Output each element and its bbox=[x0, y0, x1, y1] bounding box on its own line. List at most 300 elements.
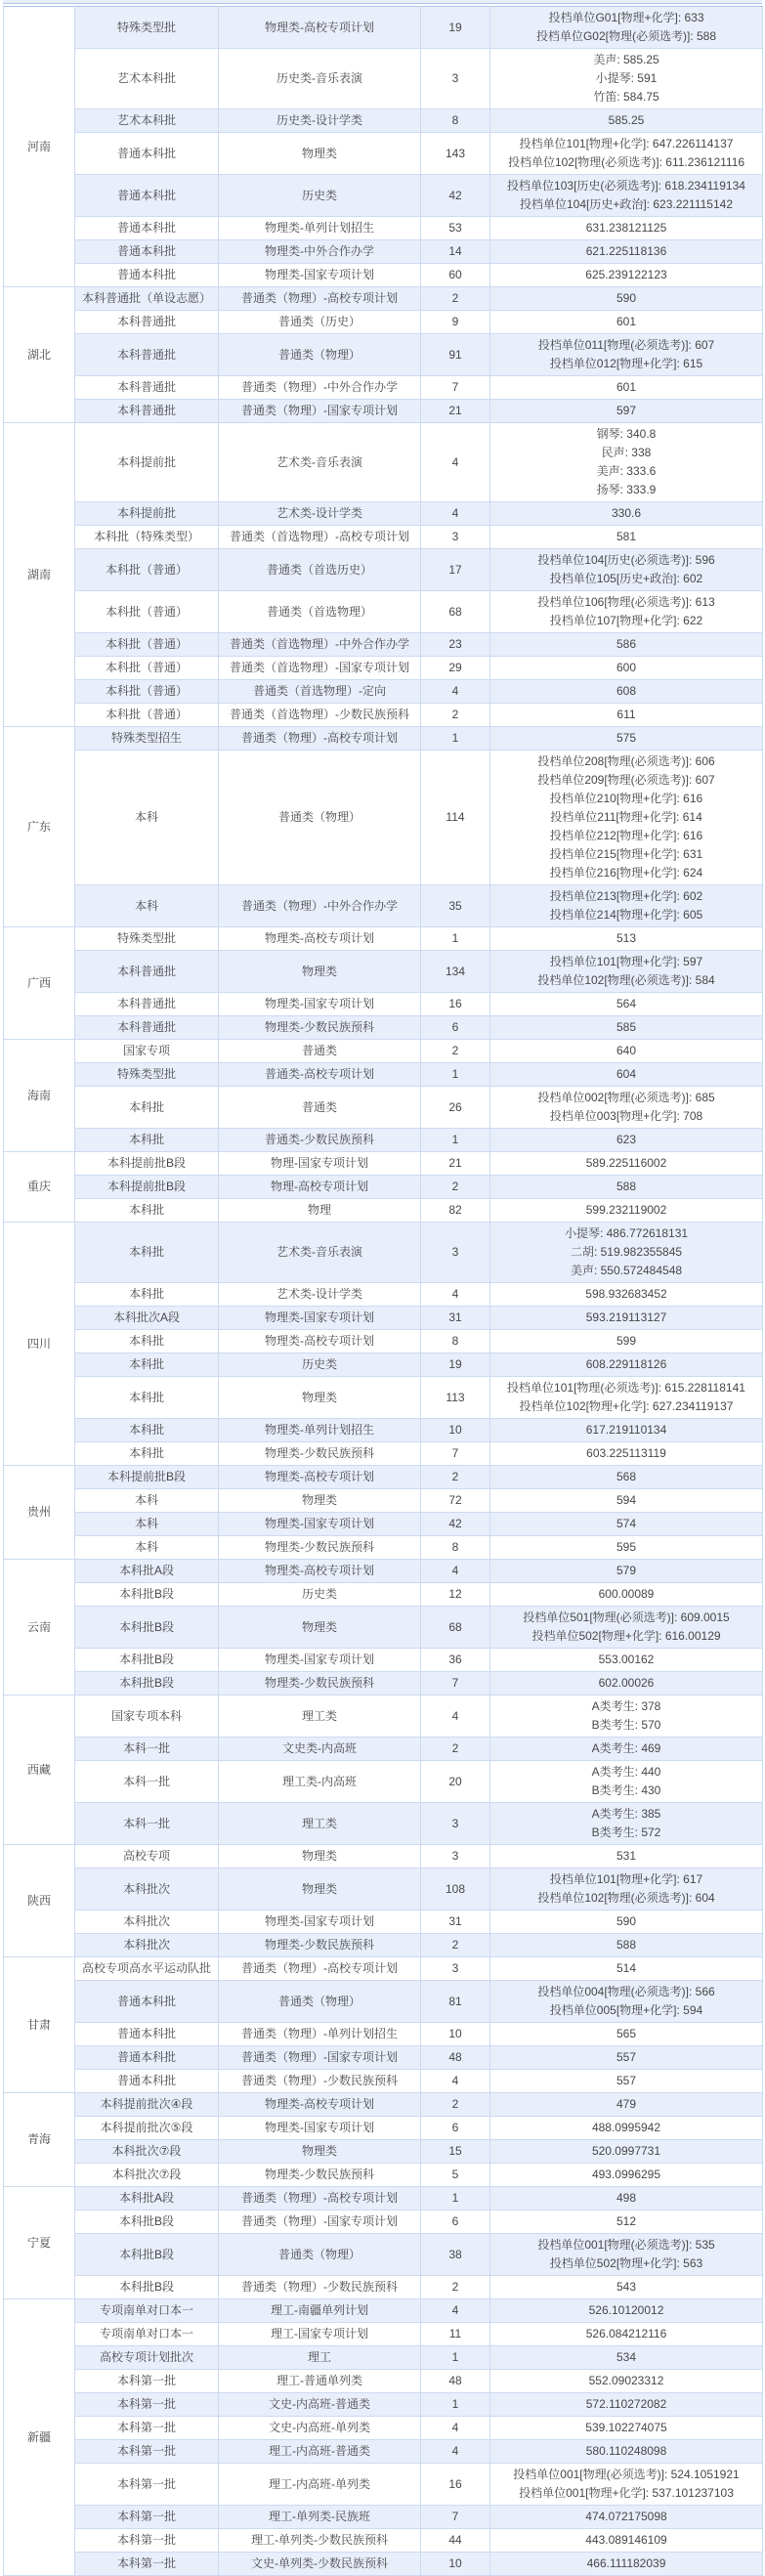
category-cell: 历史类 bbox=[219, 1353, 421, 1377]
table-row bbox=[4, 1738, 763, 1761]
category-cell: 物理类 bbox=[219, 1489, 421, 1513]
batch-cell: 特殊类型批 bbox=[75, 927, 219, 951]
table-row bbox=[4, 1307, 763, 1330]
count-cell: 114 bbox=[421, 751, 490, 885]
count-cell: 81 bbox=[421, 1981, 490, 2023]
category-cell: 物理类 bbox=[219, 133, 421, 175]
score-line: 539.102274075 bbox=[585, 2421, 667, 2434]
batch-cell: 本科批次 bbox=[75, 1911, 219, 1934]
score-cell bbox=[490, 1223, 763, 1283]
category-cell: 理工 bbox=[219, 2346, 421, 2370]
table-row bbox=[4, 2393, 763, 2417]
score-line: 593.219113127 bbox=[585, 1310, 667, 1324]
batch-cell: 本科第一批 bbox=[75, 2417, 219, 2440]
score-cell bbox=[490, 1377, 763, 1419]
table-row bbox=[4, 1152, 763, 1176]
score-cell bbox=[490, 1761, 763, 1803]
category-cell: 物理类-少数民族预科 bbox=[219, 2164, 421, 2187]
score-line: 投档单位107[物理+化学]: 622 bbox=[549, 614, 703, 627]
province-cell: 甘肃 bbox=[4, 1957, 75, 2093]
batch-cell: 本科提前批 bbox=[75, 502, 219, 526]
table-row bbox=[4, 526, 763, 549]
table-row bbox=[4, 2276, 763, 2299]
score-line: 586 bbox=[616, 637, 637, 651]
batch-cell: 本科批（普通） bbox=[75, 680, 219, 704]
count-cell: 7 bbox=[421, 376, 490, 400]
score-line: A类考生: 378 bbox=[591, 1699, 661, 1713]
score-cell bbox=[490, 1560, 763, 1583]
count-cell: 2 bbox=[421, 1466, 490, 1489]
table-row bbox=[4, 2164, 763, 2187]
score-cell bbox=[490, 993, 763, 1016]
score-line: 投档单位004[物理(必须选考)]: 566 bbox=[537, 1985, 715, 1998]
category-cell: 普通类（物理）-中外合作办学 bbox=[219, 376, 421, 400]
score-line: 投档单位105[历史+政治]: 602 bbox=[549, 572, 703, 585]
table-row bbox=[4, 1176, 763, 1199]
score-line: 526.084212116 bbox=[585, 2327, 667, 2340]
category-cell: 理工-内高班-单列类 bbox=[219, 2464, 421, 2506]
count-cell: 26 bbox=[421, 1087, 490, 1129]
table-row bbox=[4, 2046, 763, 2070]
count-cell: 3 bbox=[421, 1223, 490, 1283]
table-row bbox=[4, 1868, 763, 1911]
table-row bbox=[4, 2070, 763, 2093]
category-cell: 理工-内高班-普通类 bbox=[219, 2440, 421, 2464]
score-line: 竹笛: 584.75 bbox=[593, 90, 659, 104]
table-row bbox=[4, 2140, 763, 2164]
score-line: 479 bbox=[616, 2097, 637, 2111]
batch-cell: 本科批次 bbox=[75, 1934, 219, 1957]
table-row bbox=[4, 109, 763, 133]
table-row bbox=[4, 1513, 763, 1536]
score-line: 526.10120012 bbox=[588, 2303, 664, 2317]
batch-cell: 本科批（普通） bbox=[75, 549, 219, 591]
table-row bbox=[4, 1957, 763, 1981]
count-cell: 3 bbox=[421, 1845, 490, 1868]
table-row bbox=[4, 2023, 763, 2046]
score-cell bbox=[490, 1466, 763, 1489]
table-row bbox=[4, 2370, 763, 2393]
score-line: 投档单位208[物理(必须选考)]: 606 bbox=[537, 754, 715, 768]
score-line: A类考生: 469 bbox=[591, 1741, 661, 1755]
category-cell: 物理类-国家专项计划 bbox=[219, 1649, 421, 1672]
count-cell: 35 bbox=[421, 885, 490, 927]
score-cell bbox=[490, 1583, 763, 1607]
score-cell bbox=[490, 591, 763, 633]
category-cell: 物理类-少数民族预科 bbox=[219, 1672, 421, 1696]
score-line: 602.00026 bbox=[598, 1676, 655, 1690]
category-cell: 普通类 bbox=[219, 1040, 421, 1063]
batch-cell: 本科提前批B段 bbox=[75, 1152, 219, 1176]
batch-cell: 本科批B段 bbox=[75, 1607, 219, 1649]
count-cell: 7 bbox=[421, 1442, 490, 1466]
count-cell: 4 bbox=[421, 423, 490, 502]
score-line: 599.232119002 bbox=[585, 1203, 667, 1217]
score-cell bbox=[490, 1040, 763, 1063]
category-cell: 普通类 bbox=[219, 1087, 421, 1129]
category-cell: 艺术类-设计学类 bbox=[219, 1283, 421, 1307]
category-cell: 普通类（物理）-高校专项计划 bbox=[219, 2187, 421, 2211]
batch-cell: 本科第一批 bbox=[75, 2393, 219, 2417]
category-cell: 物理类-高校专项计划 bbox=[219, 1560, 421, 1583]
score-cell bbox=[490, 311, 763, 334]
batch-cell: 专项南单对口本一 bbox=[75, 2299, 219, 2323]
score-cell bbox=[490, 1672, 763, 1696]
score-line: 投档单位012[物理+化学]: 615 bbox=[549, 357, 703, 370]
category-cell: 艺术类-设计学类 bbox=[219, 502, 421, 526]
province-cell: 广西 bbox=[4, 927, 75, 1040]
count-cell: 8 bbox=[421, 109, 490, 133]
category-cell: 物理类-少数民族预科 bbox=[219, 1442, 421, 1466]
category-cell: 普通类（物理）-中外合作办学 bbox=[219, 885, 421, 927]
table-row bbox=[4, 1649, 763, 1672]
table-row bbox=[4, 951, 763, 993]
batch-cell: 高校专项 bbox=[75, 1845, 219, 1868]
score-cell bbox=[490, 2323, 763, 2346]
batch-cell: 本科批（普通） bbox=[75, 633, 219, 657]
score-line: 498 bbox=[616, 2191, 637, 2205]
batch-cell: 普通本科批 bbox=[75, 175, 219, 217]
category-cell: 物理类-高校专项计划 bbox=[219, 1466, 421, 1489]
score-line: 588 bbox=[616, 1180, 637, 1193]
count-cell: 72 bbox=[421, 1489, 490, 1513]
score-line: 594 bbox=[616, 1493, 637, 1507]
score-cell bbox=[490, 7, 763, 49]
category-cell: 普通类（物理）-高校专项计划 bbox=[219, 1957, 421, 1981]
score-line: 投档单位213[物理+化学]: 602 bbox=[549, 889, 703, 903]
table-row bbox=[4, 1016, 763, 1040]
score-line: 585 bbox=[616, 1020, 637, 1034]
score-cell bbox=[490, 1087, 763, 1129]
score-line: 投档单位211[物理+化学]: 614 bbox=[550, 810, 702, 824]
count-cell: 15 bbox=[421, 2140, 490, 2164]
table-row bbox=[4, 1845, 763, 1868]
score-line: 330.6 bbox=[611, 506, 642, 520]
table-row bbox=[4, 1199, 763, 1223]
table-row bbox=[4, 502, 763, 526]
count-cell: 10 bbox=[421, 2553, 490, 2576]
score-line: 466.111182039 bbox=[586, 2556, 666, 2570]
category-cell: 普通类（物理）-单列计划招生 bbox=[219, 2023, 421, 2046]
count-cell: 3 bbox=[421, 1957, 490, 1981]
score-cell bbox=[490, 240, 763, 264]
table-row bbox=[4, 1489, 763, 1513]
table-row bbox=[4, 1283, 763, 1307]
batch-cell: 本科批（普通） bbox=[75, 591, 219, 633]
batch-cell: 普通本科批 bbox=[75, 1981, 219, 2023]
batch-cell: 本科普通批 bbox=[75, 334, 219, 376]
score-cell bbox=[490, 1981, 763, 2023]
batch-cell: 国家专项 bbox=[75, 1040, 219, 1063]
score-line: 投档单位001[物理(必须选考)]: 535 bbox=[537, 2238, 715, 2252]
batch-cell: 艺术本科批 bbox=[75, 109, 219, 133]
table-row bbox=[4, 2187, 763, 2211]
province-cell: 湖南 bbox=[4, 423, 75, 727]
count-cell: 10 bbox=[421, 1419, 490, 1442]
score-line: 443.089146109 bbox=[585, 2533, 667, 2547]
table-row bbox=[4, 1466, 763, 1489]
batch-cell: 本科第一批 bbox=[75, 2464, 219, 2506]
score-line: 623 bbox=[616, 1133, 637, 1146]
score-cell bbox=[490, 1513, 763, 1536]
score-line: 投档单位G02[物理(必须选考)]: 588 bbox=[535, 29, 717, 43]
score-line: 488.0995942 bbox=[591, 2121, 661, 2134]
score-cell bbox=[490, 727, 763, 751]
score-cell bbox=[490, 2346, 763, 2370]
province-cell: 重庆 bbox=[4, 1152, 75, 1223]
batch-cell: 本科第一批 bbox=[75, 2553, 219, 2576]
table-row bbox=[4, 1419, 763, 1442]
batch-cell: 本科提前批B段 bbox=[75, 1176, 219, 1199]
province-cell: 宁夏 bbox=[4, 2187, 75, 2299]
category-cell: 理工类-内高班 bbox=[219, 1761, 421, 1803]
table-row bbox=[4, 927, 763, 951]
score-cell bbox=[490, 1536, 763, 1560]
count-cell: 9 bbox=[421, 311, 490, 334]
score-line: B类考生: 570 bbox=[591, 1718, 661, 1732]
province-cell: 新疆 bbox=[4, 2299, 75, 2576]
table-row bbox=[4, 133, 763, 175]
score-line: 625.239122123 bbox=[585, 268, 667, 281]
count-cell: 38 bbox=[421, 2234, 490, 2276]
batch-cell: 普通本科批 bbox=[75, 2023, 219, 2046]
category-cell: 物理类-少数民族预科 bbox=[219, 1934, 421, 1957]
category-cell: 文史类-内高班 bbox=[219, 1738, 421, 1761]
category-cell: 物理类-高校专项计划 bbox=[219, 927, 421, 951]
count-cell: 5 bbox=[421, 2164, 490, 2187]
category-cell: 理工类 bbox=[219, 1696, 421, 1738]
score-cell bbox=[490, 376, 763, 400]
table-row bbox=[4, 1040, 763, 1063]
count-cell: 2 bbox=[421, 1176, 490, 1199]
score-line: 604 bbox=[616, 1067, 637, 1081]
score-cell bbox=[490, 526, 763, 549]
batch-cell: 本科批 bbox=[75, 1330, 219, 1353]
batch-cell: 本科批（特殊类型） bbox=[75, 526, 219, 549]
count-cell: 113 bbox=[421, 1377, 490, 1419]
category-cell: 普通类（物理） bbox=[219, 334, 421, 376]
category-cell: 物理类-中外合作办学 bbox=[219, 240, 421, 264]
batch-cell: 本科批次⑦段 bbox=[75, 2164, 219, 2187]
category-cell: 物理类-国家专项计划 bbox=[219, 264, 421, 287]
batch-cell: 普通本科批 bbox=[75, 2046, 219, 2070]
score-line: 投档单位001[物理+化学]: 537.101237103 bbox=[519, 2486, 734, 2500]
batch-cell: 本科批次 bbox=[75, 1868, 219, 1911]
score-line: 608.229118126 bbox=[585, 1357, 667, 1371]
category-cell: 普通类（首选历史） bbox=[219, 549, 421, 591]
score-cell bbox=[490, 2464, 763, 2506]
score-line: 590 bbox=[616, 1914, 637, 1928]
batch-cell: 本科批A段 bbox=[75, 2187, 219, 2211]
batch-cell: 本科 bbox=[75, 1489, 219, 1513]
category-cell: 普通类-少数民族预科 bbox=[219, 1129, 421, 1152]
count-cell: 2 bbox=[421, 1934, 490, 1957]
table-row bbox=[4, 2464, 763, 2506]
count-cell: 1 bbox=[421, 727, 490, 751]
batch-cell: 本科批（普通） bbox=[75, 657, 219, 680]
province-cell: 海南 bbox=[4, 1040, 75, 1152]
count-cell: 4 bbox=[421, 1696, 490, 1738]
batch-cell: 本科批B段 bbox=[75, 1583, 219, 1607]
score-line: 投档单位104[历史(必须选考)]: 596 bbox=[537, 553, 715, 567]
category-cell: 普通类（首选物理）-中外合作办学 bbox=[219, 633, 421, 657]
category-cell: 理工-单列类-民族班 bbox=[219, 2506, 421, 2529]
score-cell bbox=[490, 1419, 763, 1442]
count-cell: 20 bbox=[421, 1761, 490, 1803]
table-row bbox=[4, 287, 763, 311]
table-wrapper bbox=[0, 4, 765, 2576]
count-cell: 2 bbox=[421, 287, 490, 311]
batch-cell: 本科批A段 bbox=[75, 1560, 219, 1583]
score-line: 美声: 550.572484548 bbox=[570, 1264, 683, 1277]
count-cell: 91 bbox=[421, 334, 490, 376]
count-cell: 17 bbox=[421, 549, 490, 591]
batch-cell: 本科一批 bbox=[75, 1761, 219, 1803]
table-row bbox=[4, 2440, 763, 2464]
score-line: 投档单位102[物理(必须选考)]: 611.236121116 bbox=[507, 155, 745, 169]
score-line: 598.932683452 bbox=[585, 1287, 667, 1301]
score-line: 601 bbox=[616, 315, 637, 328]
count-cell: 1 bbox=[421, 1129, 490, 1152]
batch-cell: 本科一批 bbox=[75, 1738, 219, 1761]
category-cell: 物理类-国家专项计划 bbox=[219, 1513, 421, 1536]
score-cell bbox=[490, 885, 763, 927]
batch-cell: 本科批 bbox=[75, 1419, 219, 1442]
count-cell: 19 bbox=[421, 7, 490, 49]
score-cell bbox=[490, 1649, 763, 1672]
score-line: 520.0997731 bbox=[591, 2144, 661, 2158]
batch-cell: 本科 bbox=[75, 1536, 219, 1560]
score-line: 493.0996295 bbox=[591, 2168, 661, 2181]
score-cell bbox=[490, 264, 763, 287]
score-line: B类考生: 572 bbox=[591, 1825, 661, 1839]
count-cell: 10 bbox=[421, 2023, 490, 2046]
score-line: A类考生: 440 bbox=[591, 1765, 661, 1779]
province-cell: 青海 bbox=[4, 2093, 75, 2187]
batch-cell: 本科普通批 bbox=[75, 376, 219, 400]
score-cell bbox=[490, 1934, 763, 1957]
category-cell: 普通类（物理）-少数民族预科 bbox=[219, 2276, 421, 2299]
category-cell: 普通类（首选物理）-少数民族预科 bbox=[219, 704, 421, 727]
score-line: 631.238121125 bbox=[585, 221, 667, 235]
score-cell bbox=[490, 704, 763, 727]
score-line: 611 bbox=[616, 708, 636, 721]
table-row bbox=[4, 2529, 763, 2553]
category-cell: 物理类 bbox=[219, 2140, 421, 2164]
count-cell: 31 bbox=[421, 1307, 490, 1330]
score-line: 投档单位210[物理+化学]: 616 bbox=[549, 792, 703, 805]
category-cell: 物理类 bbox=[219, 1607, 421, 1649]
count-cell: 1 bbox=[421, 2346, 490, 2370]
batch-cell: 本科第一批 bbox=[75, 2440, 219, 2464]
score-line: 621.225118136 bbox=[585, 244, 667, 258]
score-cell bbox=[490, 2393, 763, 2417]
province-cell: 西藏 bbox=[4, 1696, 75, 1845]
score-cell bbox=[490, 217, 763, 240]
count-cell: 4 bbox=[421, 502, 490, 526]
province-cell: 云南 bbox=[4, 1560, 75, 1696]
batch-cell: 本科 bbox=[75, 885, 219, 927]
count-cell: 4 bbox=[421, 2440, 490, 2464]
category-cell: 文史-内高班-普通类 bbox=[219, 2393, 421, 2417]
score-line: 美声: 333.6 bbox=[596, 464, 657, 478]
batch-cell: 本科批B段 bbox=[75, 1672, 219, 1696]
score-line: 557 bbox=[616, 2050, 637, 2064]
score-line: 600 bbox=[616, 661, 637, 674]
score-cell bbox=[490, 1129, 763, 1152]
table-row bbox=[4, 1330, 763, 1353]
category-cell: 物理类-少数民族预科 bbox=[219, 1016, 421, 1040]
score-cell bbox=[490, 2417, 763, 2440]
score-cell bbox=[490, 1489, 763, 1513]
score-cell bbox=[490, 1016, 763, 1040]
count-cell: 2 bbox=[421, 2093, 490, 2117]
score-line: 568 bbox=[616, 1470, 637, 1483]
score-cell bbox=[490, 1176, 763, 1199]
count-cell: 2 bbox=[421, 704, 490, 727]
score-cell bbox=[490, 633, 763, 657]
count-cell: 134 bbox=[421, 951, 490, 993]
batch-cell: 本科普通批（单设志愿） bbox=[75, 287, 219, 311]
score-line: 513 bbox=[616, 931, 637, 945]
score-cell bbox=[490, 133, 763, 175]
count-cell: 4 bbox=[421, 680, 490, 704]
table-row bbox=[4, 591, 763, 633]
table-row bbox=[4, 1223, 763, 1283]
score-cell bbox=[490, 1063, 763, 1087]
table-row bbox=[4, 1934, 763, 1957]
score-cell bbox=[490, 109, 763, 133]
category-cell: 物理类-高校专项计划 bbox=[219, 7, 421, 49]
table-row bbox=[4, 1129, 763, 1152]
score-line: 580.110248098 bbox=[585, 2444, 667, 2458]
score-line: 扬琴: 333.9 bbox=[596, 483, 657, 496]
category-cell: 理工-普通单列类 bbox=[219, 2370, 421, 2393]
score-cell bbox=[490, 2276, 763, 2299]
batch-cell: 本科普通批 bbox=[75, 993, 219, 1016]
count-cell: 6 bbox=[421, 2117, 490, 2140]
table-row bbox=[4, 885, 763, 927]
category-cell: 普通类（物理） bbox=[219, 1981, 421, 2023]
score-line: 投档单位502[物理+化学]: 563 bbox=[549, 2256, 703, 2270]
count-cell: 14 bbox=[421, 240, 490, 264]
score-line: 512 bbox=[616, 2214, 637, 2228]
score-line: 579 bbox=[616, 1564, 637, 1577]
score-line: 投档单位101[物理+化学]: 647.226114137 bbox=[519, 137, 734, 150]
score-cell bbox=[490, 1353, 763, 1377]
score-line: 民声: 338 bbox=[601, 446, 652, 459]
count-cell: 4 bbox=[421, 1560, 490, 1583]
count-cell: 19 bbox=[421, 1353, 490, 1377]
batch-cell: 本科提前批次④段 bbox=[75, 2093, 219, 2117]
category-cell: 物理类-国家专项计划 bbox=[219, 1307, 421, 1330]
batch-cell: 国家专项本科 bbox=[75, 1696, 219, 1738]
batch-cell: 本科普通批 bbox=[75, 311, 219, 334]
count-cell: 7 bbox=[421, 1672, 490, 1696]
score-cell bbox=[490, 1152, 763, 1176]
count-cell: 23 bbox=[421, 633, 490, 657]
score-cell bbox=[490, 2187, 763, 2211]
score-line: 投档单位104[历史+政治]: 623.221115142 bbox=[519, 197, 733, 211]
count-cell: 12 bbox=[421, 1583, 490, 1607]
score-line: 投档单位002[物理(必须选考)]: 685 bbox=[537, 1091, 715, 1104]
category-cell: 文史-单列类-少数民族预科 bbox=[219, 2553, 421, 2576]
score-cell bbox=[490, 1845, 763, 1868]
category-cell: 物理类-国家专项计划 bbox=[219, 2117, 421, 2140]
batch-cell: 本科批次⑦段 bbox=[75, 2140, 219, 2164]
table-row bbox=[4, 217, 763, 240]
score-cell bbox=[490, 1307, 763, 1330]
